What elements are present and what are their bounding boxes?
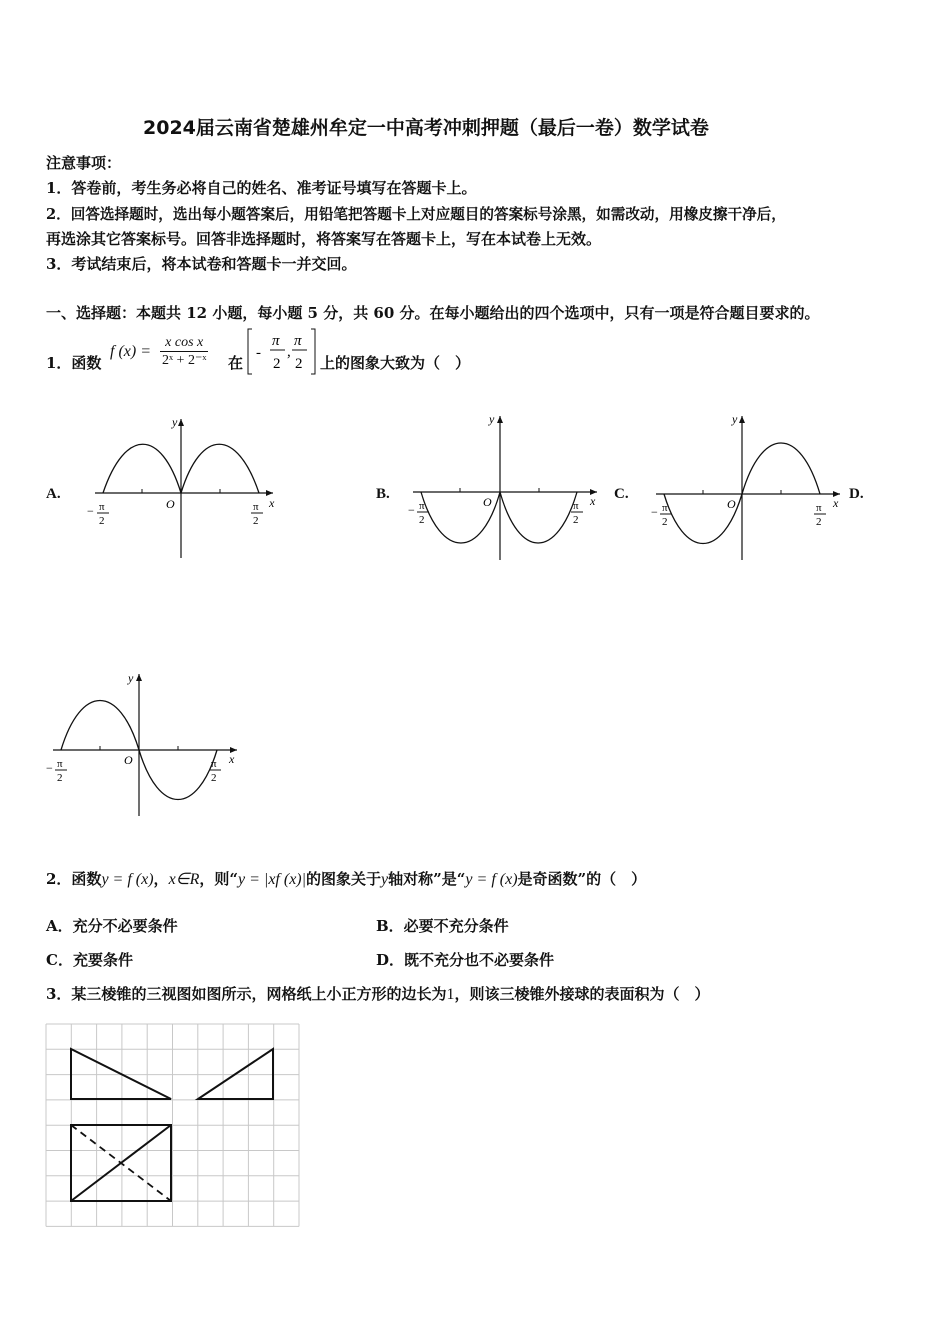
pos-pi: π: [816, 502, 822, 514]
x-label: x: [590, 494, 596, 508]
q2-option-d[interactable]: D．既不充分也不必要条件: [376, 951, 555, 969]
q1-fraction: [160, 334, 208, 369]
pos-pi: π: [573, 500, 579, 512]
q2-suffix: 是奇函数”的（ ）: [517, 870, 647, 888]
side-view-triangle: [198, 1049, 273, 1099]
y-arrow: [497, 416, 503, 423]
y-label: y: [172, 415, 178, 429]
origin-label: O: [166, 497, 175, 511]
q3-prefix: 3．某三棱锥的三视图如图所示，网格纸上小正方形的边长为: [46, 985, 447, 1003]
graph-d[interactable]: [45, 670, 245, 820]
pos-two: 2: [211, 772, 217, 784]
pos-two: 2: [573, 514, 579, 526]
x-label: x: [269, 496, 275, 510]
q1-option-c-label[interactable]: C.: [614, 486, 629, 502]
q1-function-name: f (x) =: [110, 343, 151, 360]
q1-numerator: x cos x: [160, 334, 208, 352]
q1-option-a-label[interactable]: A.: [46, 486, 61, 502]
q2-quote-open: “: [229, 870, 239, 888]
interval-pi-2: π: [294, 333, 302, 349]
q1-option-d-label[interactable]: D.: [849, 486, 864, 502]
interval-two-2: 2: [295, 356, 303, 372]
q1-suffix: 上的图象大致为（ ）: [320, 354, 471, 372]
pos-pi: π: [253, 501, 259, 513]
neg-two: 2: [662, 516, 668, 528]
front-view-triangle: [71, 1049, 171, 1099]
q1-prefix: 1．函数: [46, 354, 102, 372]
q3-text-row: [46, 983, 709, 1004]
neg-two: 2: [99, 515, 105, 527]
q2-option-c[interactable]: C．充要条件: [46, 951, 133, 969]
q2-y-var: y: [381, 871, 389, 888]
x-label: x: [229, 752, 235, 766]
q2-prefix: 2．函数: [46, 870, 102, 888]
origin-label: O: [483, 495, 492, 509]
graph-c[interactable]: [650, 410, 850, 560]
neg-two: 2: [57, 772, 63, 784]
y-label: y: [128, 671, 134, 685]
q2-expr-3: y = |xf (x)|: [238, 871, 307, 888]
neg-two: 2: [419, 514, 425, 526]
q1-option-b-label[interactable]: B.: [376, 486, 390, 502]
right-bracket: [311, 329, 315, 374]
notice-item-1: 1．答卷前，考生务必将自己的姓名、准考证号填写在答题卡上。: [46, 179, 477, 197]
interval-minus: -: [256, 345, 261, 361]
q1-mid: 在: [228, 354, 244, 372]
page-title: 2024届云南省楚雄州牟定一中高考冲刺押题（最后一卷）数学试卷: [143, 117, 709, 139]
q1-interval: [245, 327, 320, 377]
notice-heading: 注意事项：: [46, 154, 122, 172]
y-arrow: [178, 419, 184, 426]
three-view-figure: [45, 1023, 301, 1229]
curve: [421, 492, 577, 543]
q2-expr-2: x∈R: [168, 871, 200, 888]
interval-comma: ,: [287, 344, 291, 360]
y-arrow: [739, 416, 745, 423]
q2-option-a[interactable]: A．充分不必要条件: [46, 917, 178, 935]
notice-item-3: 3．考试结束后，将本试卷和答题卡一并交回。: [46, 255, 357, 273]
q2-expr-4: y = f (x): [465, 871, 518, 888]
q2-mid2: 轴对称”是“: [388, 870, 466, 888]
neg-sign: −: [651, 505, 658, 519]
origin-label: O: [124, 753, 133, 767]
notice-item-2-cont: 再选涂其它答案标号。回答非选择题时，将答案写在答题卡上，写在本试卷上无效。: [46, 230, 602, 248]
pos-two: 2: [816, 516, 822, 528]
q2-text-row: [46, 868, 646, 889]
neg-sign: −: [408, 503, 415, 517]
left-bracket: [248, 329, 252, 374]
q3-suffix: ，则该三棱锥外接球的表面积为（ ）: [454, 985, 710, 1003]
origin-label: O: [727, 497, 736, 511]
q2-mid: 的图象关于: [306, 870, 382, 888]
interval-two-1: 2: [273, 356, 281, 372]
neg-sign: −: [46, 761, 53, 775]
graph-a[interactable]: [85, 413, 285, 563]
neg-pi: π: [662, 502, 668, 514]
neg-pi: π: [99, 501, 105, 513]
pos-two: 2: [253, 515, 259, 527]
y-arrow: [136, 674, 142, 681]
q2-option-b[interactable]: B．必要不充分条件: [376, 917, 509, 935]
interval-pi-1: π: [272, 333, 280, 349]
pos-pi: π: [211, 758, 217, 770]
q1-denominator: 2ˣ + 2⁻ˣ: [162, 353, 207, 368]
neg-sign: −: [87, 504, 94, 518]
q2-then: ，则: [199, 870, 230, 888]
q2-expr-1: y = f (x): [101, 871, 154, 888]
neg-pi: π: [57, 758, 63, 770]
y-label: y: [489, 412, 495, 426]
x-label: x: [833, 496, 839, 510]
neg-pi: π: [419, 500, 425, 512]
q2-sep: ，: [153, 870, 169, 888]
section-heading: 一、选择题：本题共 12 小题，每小题 5 分，共 60 分。在每小题给出的四个选项中，只有一项是符合题目要求的。: [46, 304, 820, 322]
graph-b[interactable]: [407, 410, 607, 560]
y-label: y: [732, 412, 738, 426]
notice-item-2: 2．回答选择题时，选出每小题答案后，用铅笔把答题卡上对应题目的答案标号涂黑，如需改动，用橡皮擦干净后，: [46, 206, 786, 223]
q3-num: 1: [446, 986, 455, 1003]
